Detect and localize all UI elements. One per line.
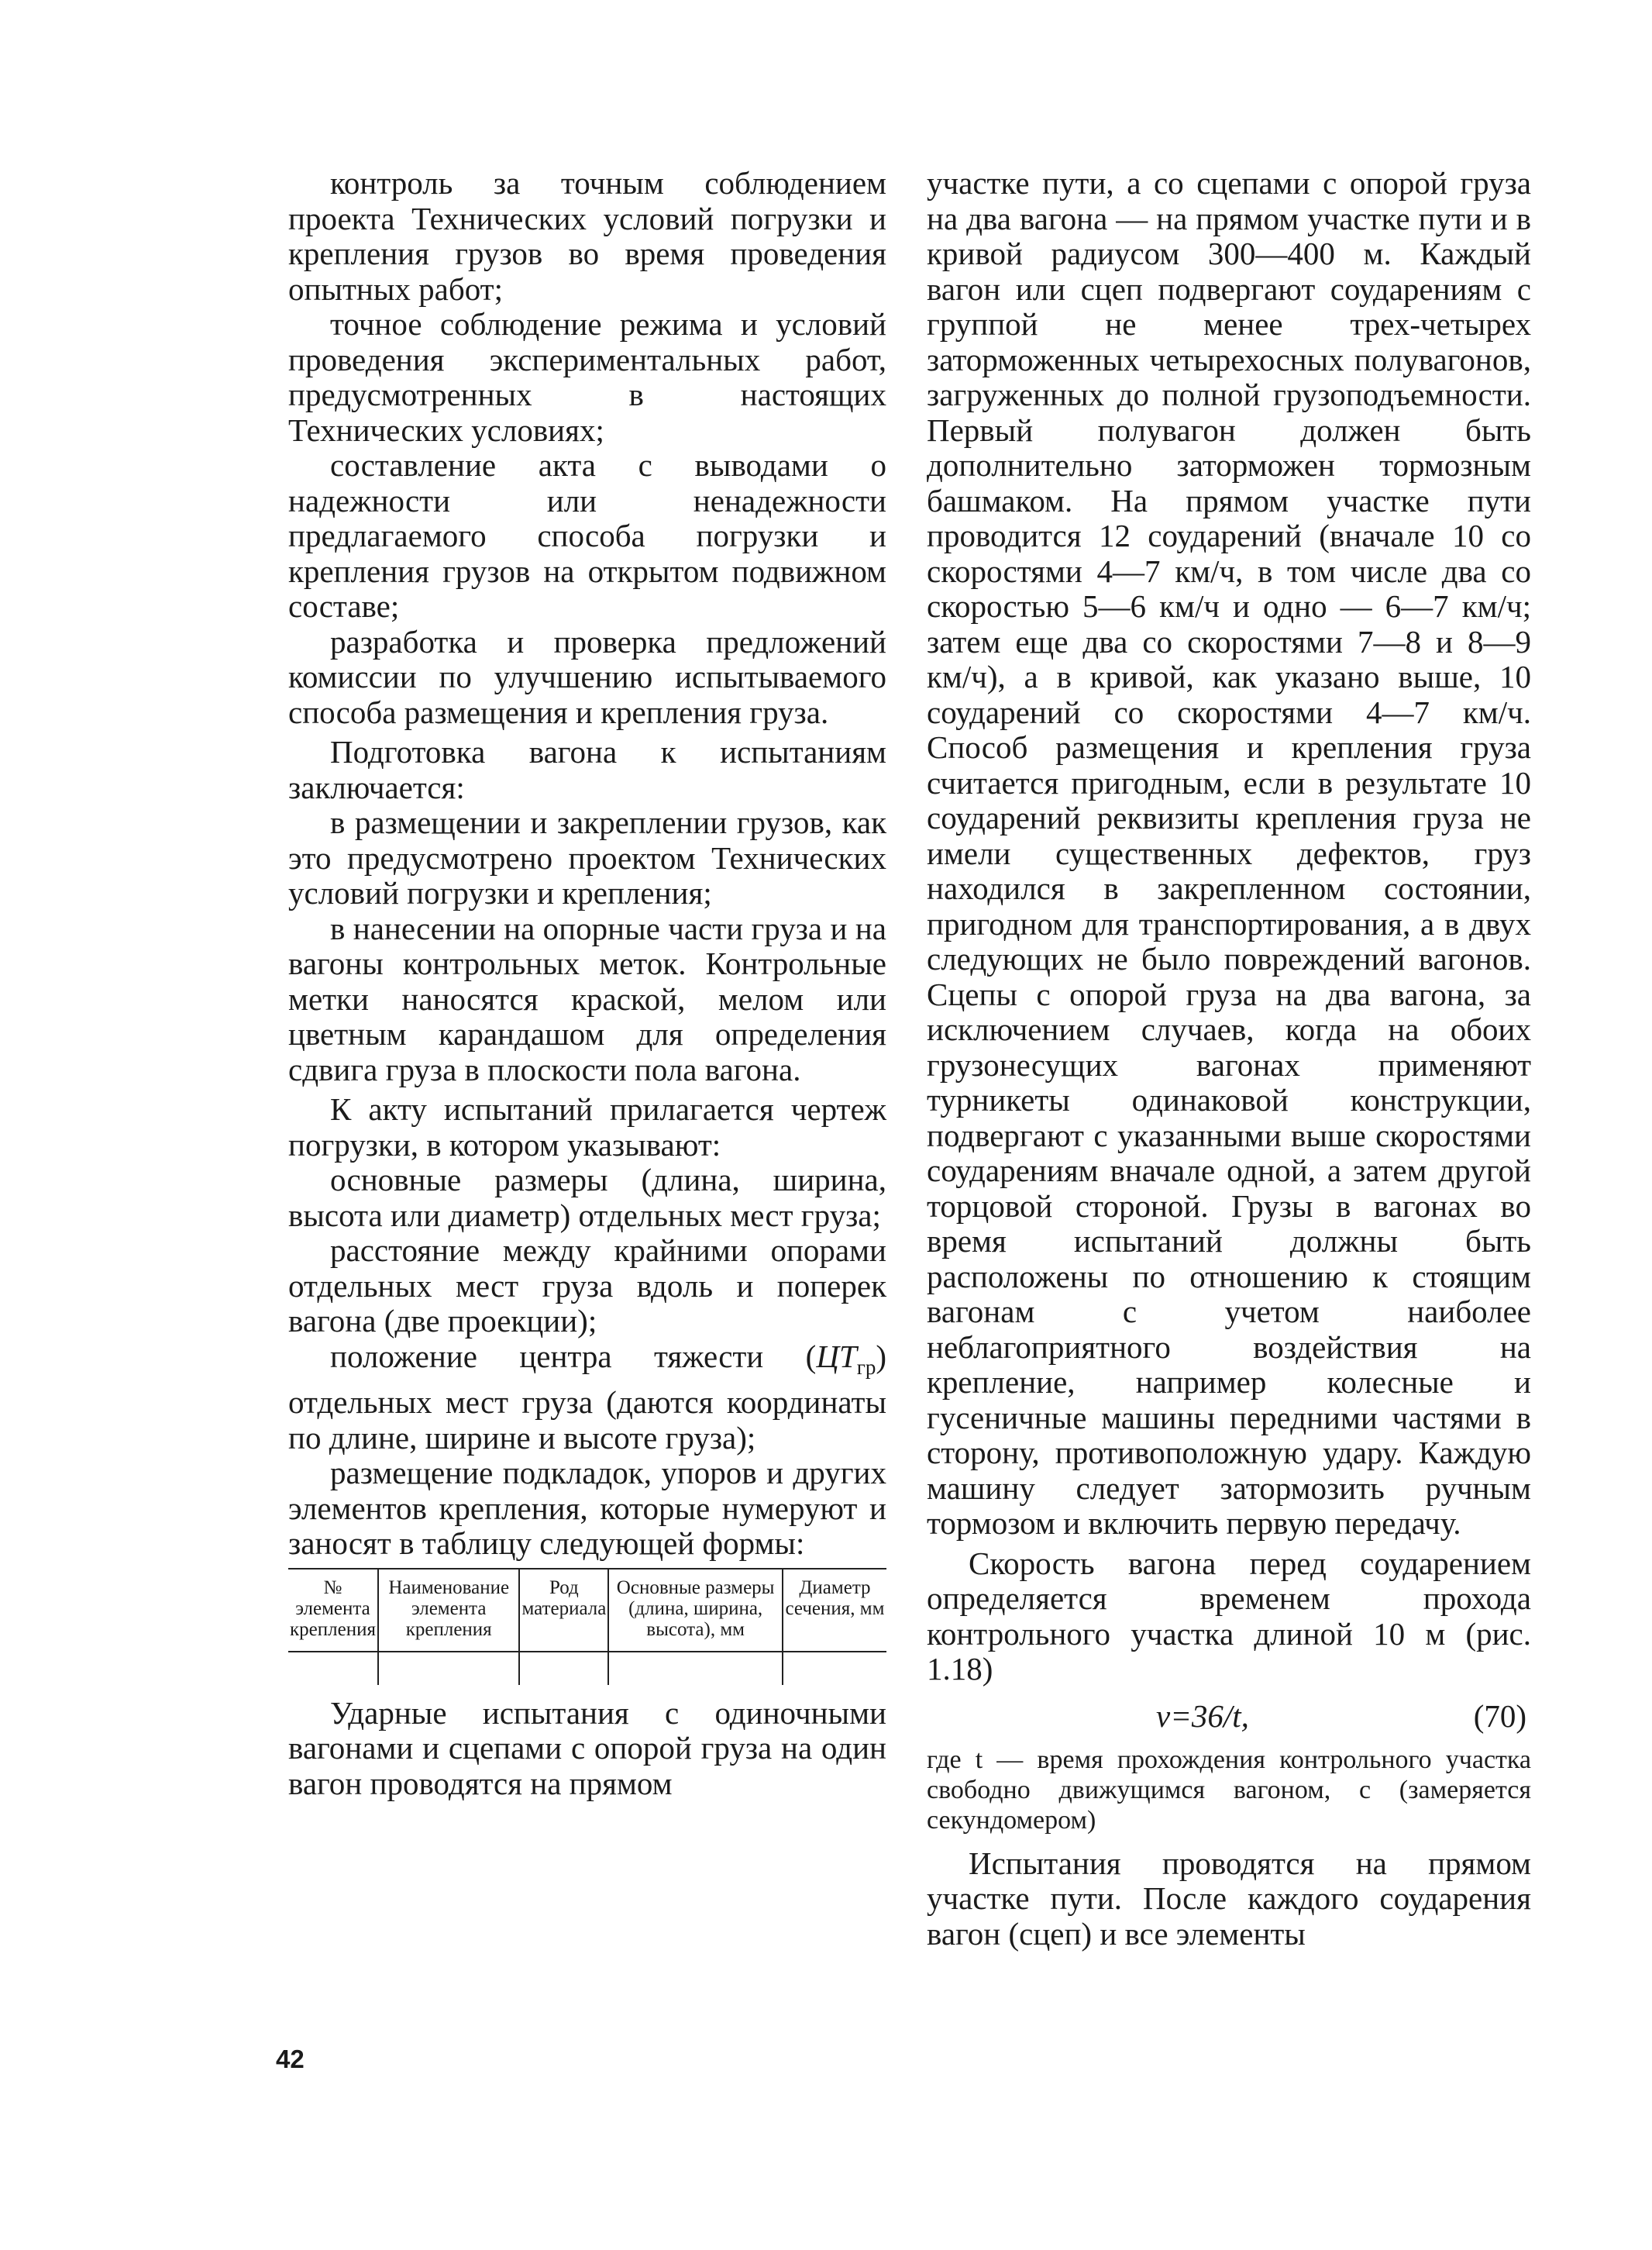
table-cell — [378, 1652, 520, 1685]
paragraph — [288, 1339, 886, 1456]
formula — [927, 1687, 1531, 1745]
paragraph: контроль за точным соблюдением проекта Технических условий погрузки и крепления грузов во время проведения опытных работ; — [288, 165, 886, 307]
table-header: № элемента крепления — [288, 1569, 378, 1652]
paragraph: Подготовка вагона к испытаниям заключается: — [288, 734, 886, 805]
center-of-gravity-subscript: гр — [856, 1355, 876, 1379]
table-cell — [519, 1652, 608, 1685]
paragraph: расстояние между крайними опорами отдельных мест груза вдоль и поперек вагона (две проекции); — [288, 1232, 886, 1339]
table-header: Род материала — [519, 1569, 608, 1652]
paragraph: участке пути, а со сцепами с опорой груза на два вагона — на прямом участке пути и в кривой радиусом 300—400 м. Каждый вагон или сцеп подвергают соударениям с группой не менее трех-четырех заторможенных четырехосных полувагонов, загруженных до полной грузоподъемности. Первый полувагон должен быть дополнительно заторможен тормозным башмаком. На прямом участке пути проводится 12 соударений (вначале 10 со скоростями 4—7 км/ч, в том числе два со скоростью 5—6 км/ч и одно — 6—7 км/ч; затем еще два со скоростями 7—8 и 8—9 км/ч), а в кривой, как указано выше, 10 соударений со скоростями 4—7 км/ч. Способ размещения и крепления груза считается пригодным, если в результате 10 соударений реквизиты крепления груза не имели существенных дефектов, груз находился в закрепленном состоянии, пригодном для транспортирования, а в двух следующих не было повреждений вагонов. Сцепы с опорой груза на два вагона, за исключением случаев, когда на обоих грузонесущих вагонах применяют турникеты одинаковой конструкции, подвергают с указанными выше скоростями соударениям вначале одной, а затем другой торцовой стороной. Грузы в вагонах во время испытаний должны быть расположены по отношению к стоящим вагонам с учетом наиболее неблагоприятного воздействия на крепление, например колесные и гусеничные машины передними частями в сторону, противоположную удару. Каждую машину следует затормозить ручным тормозом и включить первую передачу. — [927, 165, 1531, 1541]
table-header: Диаметр сечения, мм — [783, 1569, 886, 1652]
table-row — [288, 1652, 886, 1685]
paragraph: основные размеры (длина, ширина, высота или диаметр) отдельных мест груза; — [288, 1162, 886, 1233]
text-fragment: ) отдельных мест груза (даются координаты по длине, ширине и высоте груза); — [288, 1338, 886, 1456]
paragraph: Скорость вагона перед соударением определяется временем прохода контрольного участка длиной 10 м (рис. 1.18) — [927, 1545, 1531, 1687]
formula-explanation: где t — время прохождения контрольного участка свободно движущимся вагоном, с (замеряется секундомером) — [927, 1745, 1531, 1835]
left-column — [288, 166, 886, 1801]
text-fragment: положение центра тяжести ( — [330, 1338, 817, 1374]
paragraph: в размещении и закреплении грузов, как это предусмотрено проектом Технических условий погрузки и крепления; — [288, 805, 886, 911]
table-cell — [783, 1652, 886, 1685]
table-cell — [288, 1652, 378, 1685]
paragraph: точное соблюдение режима и условий проведения экспериментальных работ, предусмотренных в настоящих Технических условиях; — [288, 306, 886, 448]
table-cell — [608, 1652, 783, 1685]
paragraph: размещение подкладок, упоров и других элементов крепления, которые нумеруют и заносят в таблицу следующей формы: — [288, 1455, 886, 1562]
formula-expression: v=36/t, — [1156, 1697, 1249, 1734]
paragraph: разработка и проверка предложений комиссии по улучшению испытываемого способа размещения и крепления груза. — [288, 623, 886, 730]
right-column — [927, 166, 1531, 1952]
center-of-gravity-symbol: ЦТ — [816, 1338, 857, 1374]
page-number: 42 — [276, 2045, 305, 2073]
paragraph: составление акта с выводами о надежности или ненадежности предлагаемого способа погрузки и крепления грузов на открытом подвижном составе; — [288, 447, 886, 624]
table-header: Наименование элемента крепления — [378, 1569, 520, 1652]
table-header: Основные размеры (длина, ширина, высота), мм — [608, 1569, 783, 1652]
fastening-elements-table — [288, 1568, 886, 1685]
paragraph: в нанесении на опорные части груза и на вагоны контрольных меток. Контрольные метки наносятся краской, мелом или цветным карандашом для определения сдвига груза в плоскости пола вагона. — [288, 910, 886, 1087]
paragraph: Ударные испытания с одиночными вагонами и сцепами с опорой груза на один вагон проводятся на прямом — [288, 1694, 886, 1801]
paragraph: К акту испытаний прилагается чертеж погрузки, в котором указывают: — [288, 1091, 886, 1163]
paragraph: Испытания проводятся на прямом участке пути. После каждого соударения вагон (сцеп) и все элементы — [927, 1845, 1531, 1952]
formula-number: (70) — [1473, 1697, 1526, 1734]
